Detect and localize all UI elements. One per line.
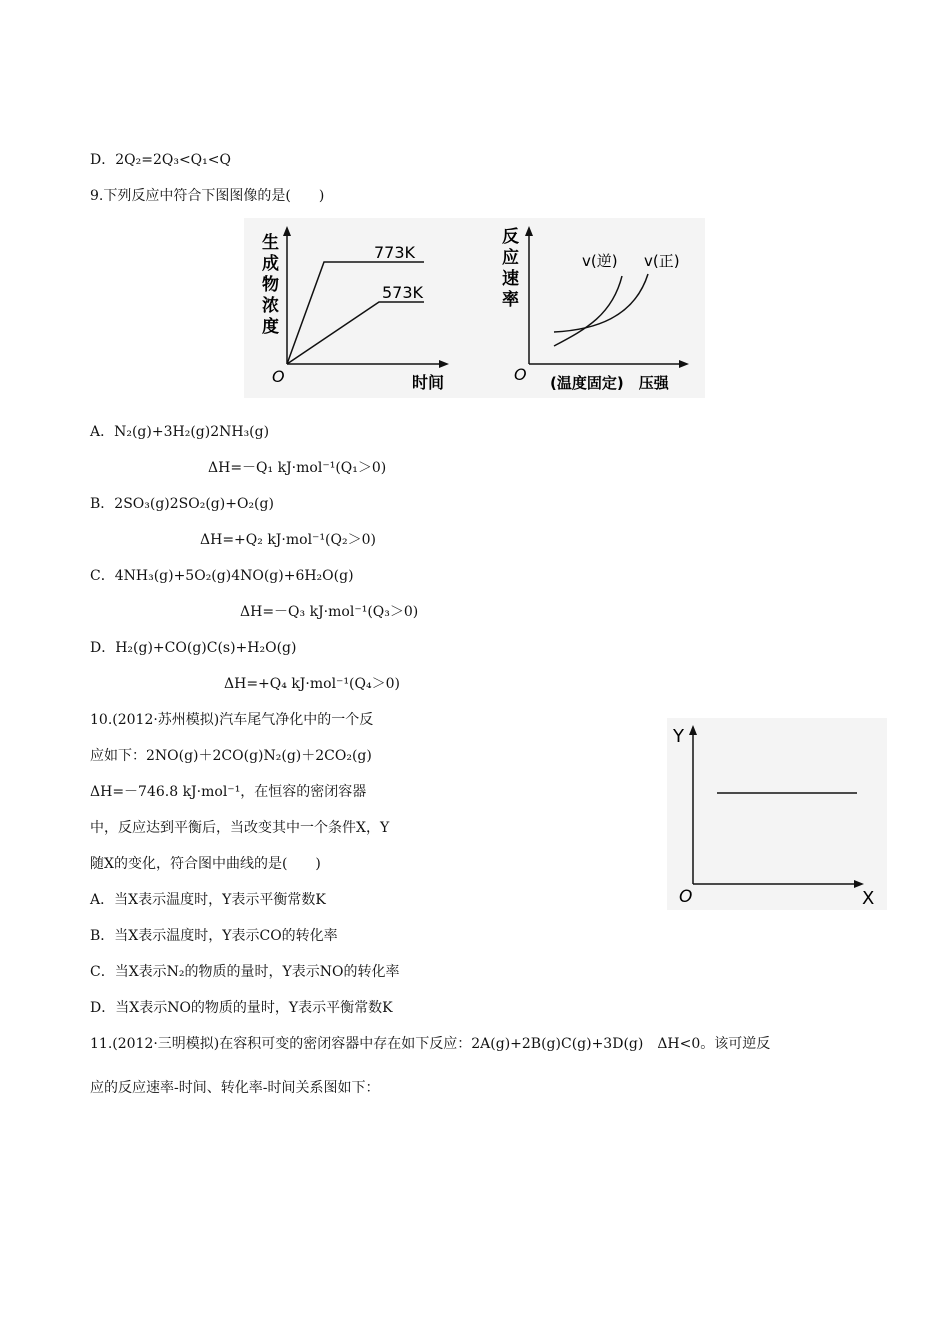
curve-forward-label: v(正) xyxy=(644,252,680,270)
q10-option-d: D．当X表示NO的物质的量时，Y表示平衡常数K xyxy=(90,1000,393,1016)
right-ylabel-3: 速 xyxy=(502,269,519,289)
left-ylabel-2: 成 xyxy=(262,254,279,274)
q9-right-graph xyxy=(502,226,689,392)
left-ylabel-3: 物 xyxy=(262,275,279,295)
q10-origin: O xyxy=(679,887,693,907)
q10-line-3: ΔH=－746.8 kJ·mol⁻¹，在恒容的密闭容器 xyxy=(90,784,367,800)
q11-line-2: 应的反应速率-时间、转化率-时间关系图如下： xyxy=(90,1080,380,1096)
q9-left-graph xyxy=(262,226,449,392)
q10-option-c: C．当X表示N₂的物质的量时，Y表示NO的转化率 xyxy=(90,964,400,980)
left-ylabel-5: 度 xyxy=(262,317,279,337)
q10-figure xyxy=(667,718,887,910)
left-xlabel: 时间 xyxy=(412,373,445,392)
left-ylabel-1: 生 xyxy=(262,233,279,253)
q9-figure xyxy=(244,218,705,398)
left-ylabel-4: 浓 xyxy=(262,296,279,316)
q9-stem: 9.下列反应中符合下图图像的是( ) xyxy=(90,188,325,204)
right-ylabel-2: 应 xyxy=(502,248,519,268)
q10-option-a: A．当X表示温度时，Y表示平衡常数K xyxy=(90,892,326,908)
q9-option-d-dh: ΔH=+Q₄ kJ·mol⁻¹(Q₄＞0) xyxy=(224,676,400,692)
q10-y-axis-label: Y xyxy=(673,726,684,747)
q9-option-a: A．N₂(g)+3H₂(g)2NH₃(g) xyxy=(90,424,270,440)
right-ylabel-4: 率 xyxy=(502,290,519,310)
q10-option-b: B．当X表示温度时，Y表示CO的转化率 xyxy=(90,928,338,944)
q9-option-a-dh: ΔH=－Q₁ kJ·mol⁻¹(Q₁＞0) xyxy=(208,460,387,476)
q11-line-1: 11.(2012·三明模拟)在容积可变的密闭容器中存在如下反应：2A(g)+2B(g)C(g)+3D(g) ΔH<0。该可逆反 xyxy=(90,1036,771,1052)
curve-573k-label: 573K xyxy=(382,283,424,302)
left-origin: O xyxy=(272,367,285,386)
q10-x-axis-label: X xyxy=(862,888,875,909)
q10-line-1: 10.(2012·苏州模拟)汽车尾气净化中的一个反 xyxy=(90,712,374,728)
curve-773k-label: 773K xyxy=(374,243,416,262)
curve-reverse-label: v(逆) xyxy=(582,252,618,270)
q8-option-d: D．2Q₂=2Q₃<Q₁<Q xyxy=(90,152,231,168)
q9-option-d: D．H₂(g)+CO(g)C(s)+H₂O(g) xyxy=(90,640,297,656)
right-xlabel: (温度固定) 压强 xyxy=(550,374,669,392)
right-origin: O xyxy=(514,365,527,384)
q10-line-2: 应如下：2NO(g)＋2CO(g)N₂(g)＋2CO₂(g) xyxy=(90,748,372,764)
q9-option-c: C．4NH₃(g)+5O₂(g)4NO(g)+6H₂O(g) xyxy=(90,568,354,584)
right-ylabel-1: 反 xyxy=(502,227,519,247)
q9-option-b-dh: ΔH=+Q₂ kJ·mol⁻¹(Q₂＞0) xyxy=(200,532,376,548)
q10-line-5: 随X的变化，符合图中曲线的是( ) xyxy=(90,856,321,872)
q9-option-c-dh: ΔH=－Q₃ kJ·mol⁻¹(Q₃＞0) xyxy=(240,604,419,620)
q9-option-b: B．2SO₃(g)2SO₂(g)+O₂(g) xyxy=(90,496,274,512)
q10-line-4: 中，反应达到平衡后，当改变其中一个条件X，Y xyxy=(90,820,390,836)
